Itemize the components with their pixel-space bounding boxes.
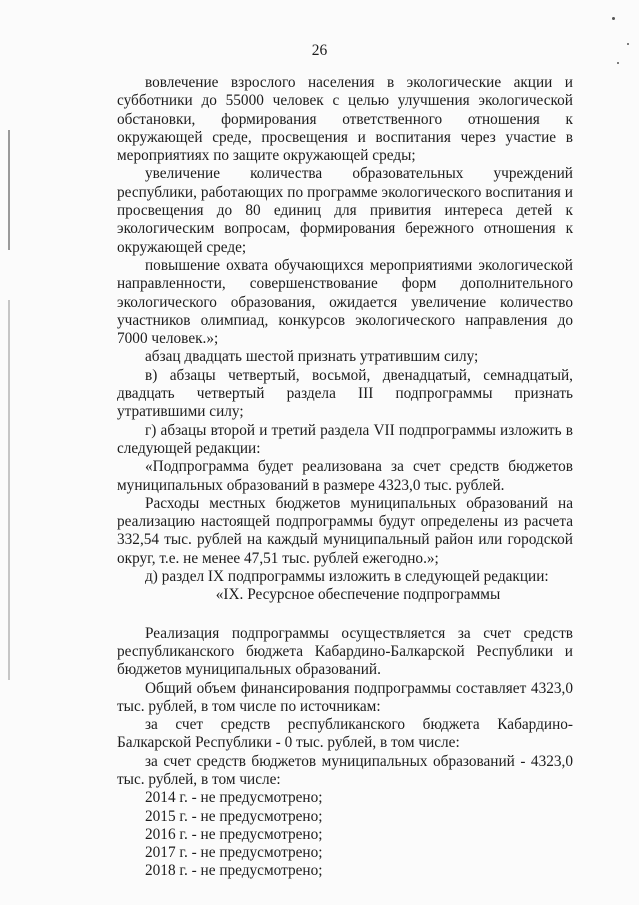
- year-item: 2016 г. - не предусмотрено;: [145, 825, 323, 843]
- paragraph-funding-quote: «Подпрограмма будет реализована за счет средств бюджетов муниципальных образований в размере 4323,0 тыс. рублей.: [117, 458, 573, 494]
- document-body: [117, 74, 573, 881]
- paragraph-republic-budget: за счет средств республиканского бюджета Кабардино-Балкарской Республики - 0 тыс. рублей, в том числе:: [117, 716, 573, 752]
- scan-margin-line: [8, 300, 10, 680]
- paragraph-institutions-increase: увеличение количества образовательных учреждений республики, работающих по программе экологического воспитания и просвещения до 80 единиц для привития интереса детей к экологическим вопросам, формирования бережного отношения к окружающей среде;: [117, 165, 573, 256]
- paragraph-implementation: Реализация подпрограммы осуществляется за счет средств республиканского бюджета Кабардино-Балкарской Республики и бюджетов муниципальных образований.: [117, 624, 573, 679]
- paragraph-item-g: г) абзацы второй и третий раздела VII подпрограммы изложить в следующей редакции:: [117, 421, 573, 457]
- paragraph-public-involvement: вовлечение взрослого населения в экологические акции и субботники до 55000 человек с целью улучшения экологической обстановки, формирования ответственного отношения к окружающей среде, просвещения и воспитания через участие в мероприятиях по защите окружающей среды;: [117, 74, 573, 165]
- paragraph-municipal-budget: за счет средств бюджетов муниципальных образований - 4323,0 тыс. рублей, в том числе:: [117, 752, 573, 788]
- page-number: 26: [311, 42, 328, 59]
- paragraph-student-coverage: повышение охвата обучающихся мероприятиями экологической направленности, совершенствование форм дополнительного экологического образования, ожидается увеличение количество участников олимпиад, конкурсов экологического направления до 7000 человек.»;: [117, 256, 573, 348]
- scan-margin-line: [8, 130, 10, 250]
- scan-speck: [612, 17, 615, 20]
- year-item: 2014 г. - не предусмотрено;: [145, 789, 323, 807]
- scan-speck: [627, 43, 629, 45]
- paragraph-total-funding: Общий объем финансирования подпрограммы составляет 4323,0 тыс. рублей, в том числе по источникам:: [117, 679, 573, 715]
- year-item: 2015 г. - не предусмотрено;: [145, 807, 323, 825]
- section-gap: [117, 605, 573, 625]
- paragraph-item-d: д) раздел IX подпрограммы изложить в следующей редакции:: [145, 568, 549, 586]
- paragraph-item-v: в) абзацы четвертый, восьмой, двенадцатый, семнадцатый, двадцать четвертый раздела III подпрограммы признать утратившими силу;: [117, 366, 573, 421]
- paragraph-invalidate-26: абзац двадцать шестой признать утратившим силу;: [145, 348, 479, 366]
- year-item: 2017 г. - не предусмотрено;: [145, 844, 323, 862]
- paragraph-local-budgets: Расходы местных бюджетов муниципальных образований на реализацию настоящей подпрограммы будут определены из расчета 332,54 тыс. рублей на каждый муниципальный район или городской округ, т.е. не менее 47,51 тыс. рублей ежегодно.»;: [117, 494, 573, 567]
- scan-speck: [617, 62, 619, 64]
- section-heading: «IX. Ресурсное обеспечение подпрограммы: [215, 586, 501, 604]
- year-item: 2018 г. - не предусмотрено;: [145, 862, 323, 880]
